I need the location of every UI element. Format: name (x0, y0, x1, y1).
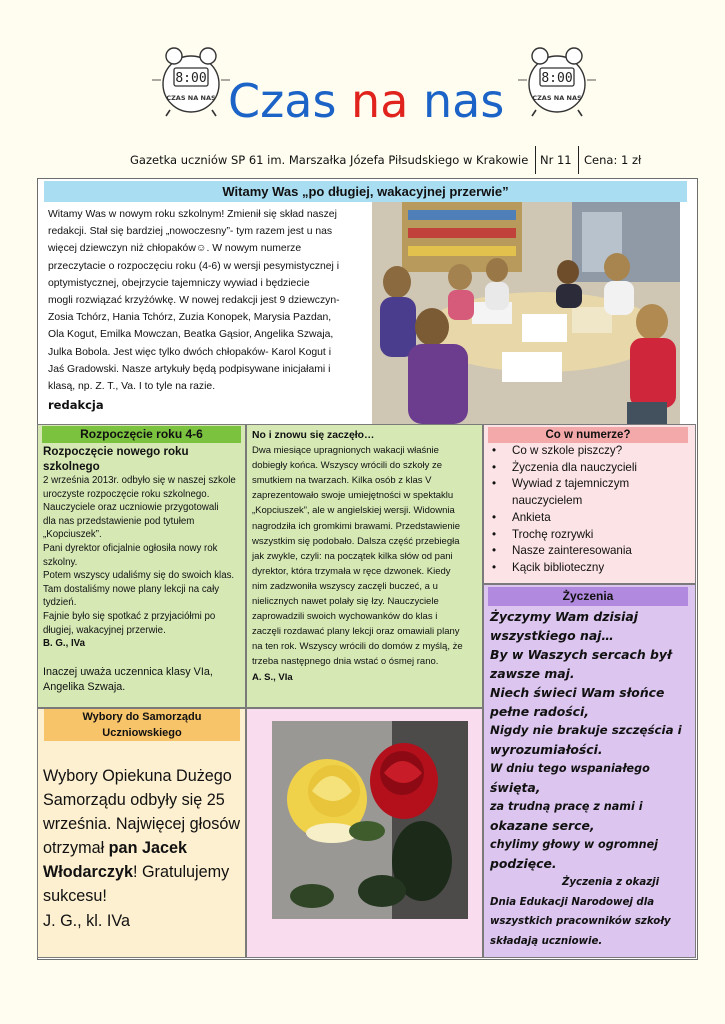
start-line: „Kopciuszek”. (43, 529, 102, 541)
welcome-line: redakcji. Stał się bardziej „nowoczesny”- tym razem jest u nas (48, 226, 333, 238)
contents-heading: Co w numerze? (488, 427, 688, 443)
start-line: 2 września 2013r. odbyło się w naszej szkole (43, 475, 236, 486)
start-other-view: Inaczej uważa uczennica klasy VIa, Angelika Szwaja. (43, 665, 213, 693)
clock-caption-left: CZAS NA NAS (166, 94, 216, 102)
clock-time-right: 8:00 (541, 71, 573, 86)
clock-logo-right (516, 44, 598, 118)
again-line: jak zwykle, czyli: na początek kilka słów od pani (252, 550, 453, 562)
start-heading: Rozpoczęcie roku 4-6 (42, 426, 241, 443)
contents-item: • Co w szkole piszczy? (487, 443, 692, 460)
again-line: zaprezentowało swoje umiejętności w spektaklu (252, 490, 454, 502)
wishes-poem (490, 607, 690, 951)
start-line: długiej, wakacyjnej przerwie. (43, 624, 166, 636)
start-line: tydzień. (43, 597, 77, 609)
welcome-line: mogli rozwiązać krzyżówkę. W nowej redakcji jest 9 dziewczyn- (48, 295, 340, 307)
welcome-line: optymistycznej, obejrzycie tajemniczy wywiad i będziecie (48, 277, 310, 289)
start-line: szkolny. (43, 556, 78, 568)
again-line: nim zadzwoniła wszyscy zaczęli buczeć, a u (252, 580, 438, 592)
again-heading: No i znowu się zaczęło… (252, 430, 375, 441)
election-author: J. G., kl. IVa (43, 911, 130, 930)
issue-number: Nr 11 (540, 153, 572, 167)
contents-item: • Ankieta (487, 510, 692, 527)
welcome-line: Ola Kogut, Emilka Mowczan, Beatka Gąsior, Angelika Szwaja, (48, 329, 334, 341)
wishes-occasion-line: Życzenia z okazji (562, 877, 660, 888)
wishes-line: Życzymy Wam dzisiaj (490, 609, 638, 624)
start-line: dla nas przedstawienie pod tytułem (43, 515, 195, 527)
contents-item: • Trochę rozrywki (487, 527, 692, 544)
wishes-line: wszystkiego naj… (490, 628, 614, 643)
election-article (43, 764, 243, 933)
title-word-3: nas (423, 74, 505, 128)
welcome-line: Zosia Tchórz, Hania Tchórz, Zuzia Konopek, Marysia Pazdan, (48, 312, 332, 324)
issue-price: Cena: 1 zł (584, 153, 642, 167)
wishes-line: Nigdy nie brakuje szczęścia i (490, 723, 682, 737)
again-article (252, 428, 480, 685)
wishes-line: okazane serce, (490, 818, 595, 833)
election-congrats: ! Gratulujemy sukcesu! (43, 863, 230, 906)
wishes-line: pełne radości, (490, 704, 589, 719)
wishes-occasion-line: składają uczniowie. (490, 935, 603, 947)
wishes-line: podzięce. (490, 856, 557, 871)
again-line: dyrektor, która trzymała w ręce dzwonek. Kiedy (252, 565, 451, 577)
welcome-line: Julka Bobola. Jest więc tylko dwóch chłopaków- Karol Kogut i (48, 346, 331, 358)
wishes-line: zawsze maj. (490, 666, 575, 681)
election-winner: pan Jacek Włodarczyk (43, 839, 187, 882)
contents-item: • Nasze zainteresowania (487, 543, 692, 560)
start-line: Nauczyciele oraz uczniowie przygotowali (43, 502, 219, 514)
wishes-line: Niech świeci Wam słońce (490, 685, 665, 700)
again-line: nielicznych nawet polały się łzy. Nauczyciele (252, 596, 439, 608)
start-line: Tam dostaliśmy nowe plany lekcji na cały (43, 583, 220, 595)
again-line: smutkiem na twarzach. Kilka osób z klas V (252, 475, 432, 487)
info-divider (578, 146, 579, 174)
wishes-line: W dniu tego wspaniałego (490, 762, 650, 775)
red-rose (370, 743, 438, 819)
welcome-line: klasą, np. Z. T., Va. I to tyle na razie. (48, 381, 216, 393)
again-line: wszystkim się podobało. Dalsza część przebiegła (252, 535, 460, 547)
election-heading: Wybory do Samorządu Uczniowskiego (44, 709, 240, 741)
again-line: zaczęli rozdawać plany lekcji oraz omawiali plany (252, 626, 460, 638)
welcome-signature: redakcja (48, 398, 104, 413)
wishes-line: za trudną pracę z nami i (490, 800, 643, 813)
start-line: Fajnie było się spotkać z przyjaciółmi po (43, 610, 216, 622)
welcome-heading: Witamy Was „po długiej, wakacyjnej przerwie” (44, 181, 687, 202)
start-article (43, 444, 243, 695)
wishes-line: święta, (490, 780, 541, 795)
again-line: nagrodziła ich gromkimi brawami. Przedstawienie (252, 520, 461, 532)
contents-item: • Wywiad z tajemniczym (487, 476, 692, 493)
wishes-line: wyrozumiałości. (490, 742, 603, 757)
again-line: zaprowadzili swoich wychowanków do klas i (252, 611, 438, 623)
welcome-line: przeczytacie o rozpoczęciu roku (4-6) w wersji pesymistycznej i (48, 260, 340, 272)
again-line: „Kopciuszek”, ale w angielskiej wersji. Widownia (252, 505, 455, 517)
start-line: Potem wszyscy udaliśmy się do swoich klas. (43, 570, 235, 582)
welcome-line: więcej dziewczyn niż chłopaków☺. W nowym numerze (48, 243, 302, 255)
again-line: na ten rok. Wszyscy wrócili do domów z myślą, że (252, 641, 463, 653)
wishes-line: By w Waszych sercach był (490, 647, 672, 662)
welcome-article (48, 206, 368, 414)
clock-logo-left (150, 44, 232, 118)
newspaper-title (228, 70, 528, 132)
contents-list (487, 443, 692, 577)
start-line: uroczyste rozpoczęcie roku szkolnego. (43, 488, 210, 500)
wishes-line: chylimy głowy w ogromnej (490, 838, 658, 851)
clock-time-left: 8:00 (175, 71, 207, 86)
title-word-1: Czas (228, 74, 337, 128)
again-line: trzeba następnego dnia wstać o ósmej rano. (252, 656, 439, 668)
wishes-occasion-line: wszystkich pracowników szkoły (490, 916, 671, 927)
start-line: Pani dyrektor oficjalnie ogłosiła nowy rok (43, 542, 218, 554)
clock-caption-right: CZAS NA NAS (532, 94, 582, 102)
again-author: A. S., VIa (252, 671, 293, 683)
wishes-heading: Życzenia (488, 587, 688, 606)
publisher-line: Gazetka uczniów SP 61 im. Marszałka Józefa Piłsudskiego w Krakowie (130, 153, 529, 167)
classroom-photo (372, 202, 680, 424)
contents-item-continued: nauczycielem (512, 494, 583, 508)
roses-photo (272, 721, 468, 919)
welcome-line: Witamy Was w nowym roku szkolnym! Zmienił się skład naszej (48, 209, 337, 220)
contents-item: • Życzenia dla nauczycieli (487, 460, 692, 477)
wishes-occasion-line: Dnia Edukacji Narodowej dla (490, 896, 655, 908)
contents-item: • Kącik biblioteczny (487, 560, 692, 577)
election-text: Wybory Opiekuna Dużego Samorządu odbyły się 25 września. Najwięcej głosów otrzymał (43, 767, 241, 858)
info-divider (535, 146, 536, 174)
start-author: B. G., IVa (43, 638, 85, 650)
again-line: dobiegły końca. Wszyscy wrócili do szkoły ze (252, 460, 443, 472)
again-line: Dwa miesiące upragnionych wakacji właśnie (252, 445, 439, 457)
welcome-line: Jaś Gradowski. Nasze artykuły będą podpisywane inicjałami i (48, 363, 331, 375)
title-word-2: na (351, 74, 409, 128)
start-subheading: Rozpoczęcie nowego roku szkolnego (43, 445, 189, 473)
